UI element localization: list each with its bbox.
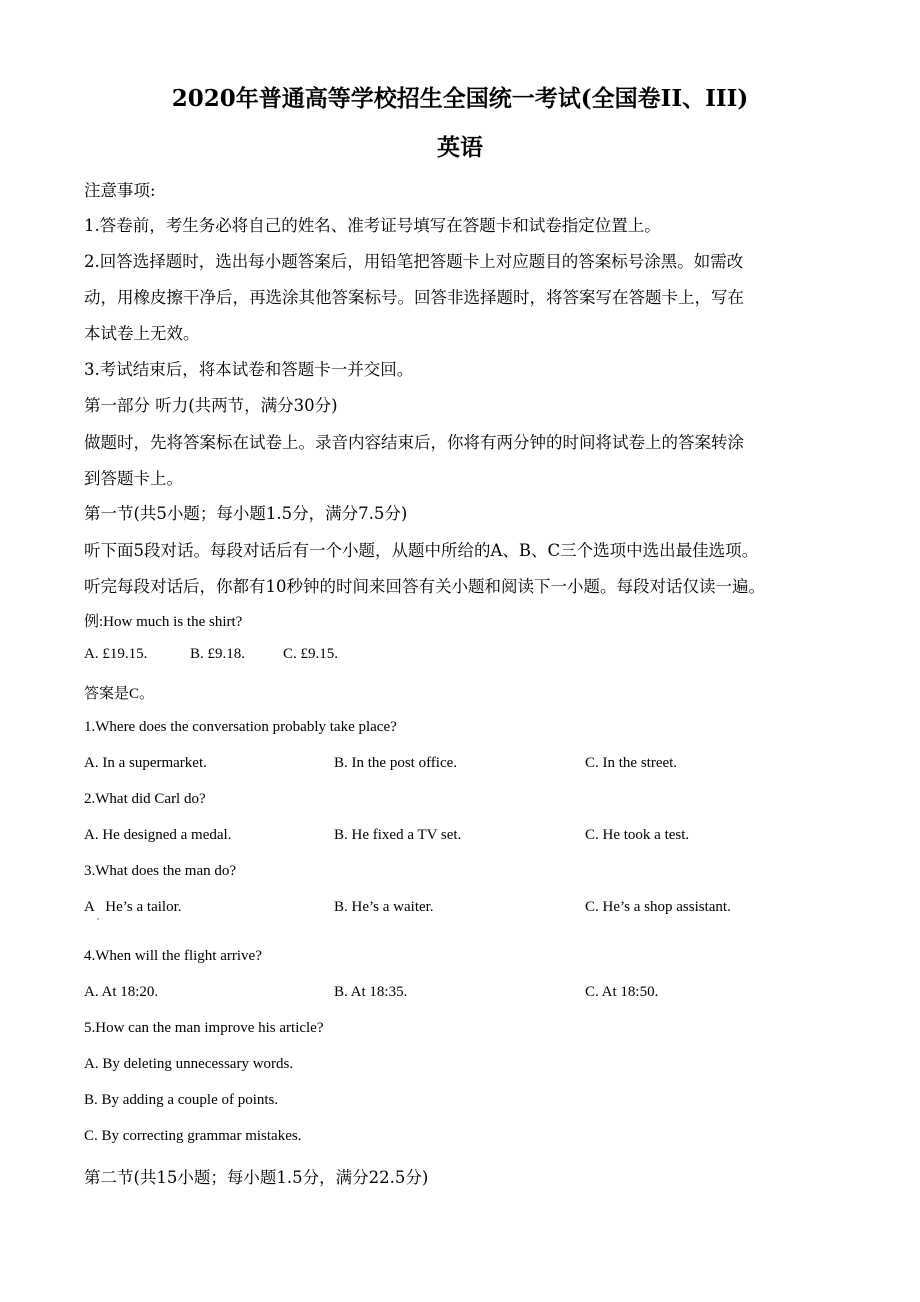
question-3-option-b: B. He’s a waiter. (334, 899, 434, 915)
example-option-a: A. £19.15. (84, 646, 148, 662)
section1-heading: 第一节(共5小题；每小题1.5分，满分7.5分) (84, 504, 408, 523)
section2-heading: 第二节(共15小题；每小题1.5分，满分22.5分) (84, 1168, 429, 1187)
question-1-option-a: A. In a supermarket. (84, 755, 207, 771)
question-4-option-a: A. At 18:20. (84, 984, 159, 1000)
notice-item-2-line-1: 2.回答选择题时，选出每小题答案后，用铅笔把答题卡上对应题目的答案标号涂黑。如需改 (84, 252, 744, 271)
question-5-option-b: B. By adding a couple of points. (84, 1092, 279, 1108)
question-1-option-b: B. In the post office. (334, 755, 458, 771)
question-5-option-a: A. By deleting unnecessary words. (84, 1056, 294, 1072)
question-2-option-c: C. He took a test. (585, 827, 690, 843)
example-option-b: B. £9.18. (190, 646, 246, 662)
question-3-option-a: A He’s a tailor. (84, 899, 182, 915)
question-4-option-c: C. At 18:50. (585, 984, 659, 1000)
notice-item-1: 1.答卷前，考生务必将自己的姓名、准考证号填写在答题卡和试卷指定位置上。 (84, 216, 661, 235)
subject-title: 英语 (437, 134, 483, 161)
question-2-option-b: B. He fixed a TV set. (334, 827, 462, 843)
stray-dot-mark: ˙ (96, 915, 100, 929)
part1-instruction-line-2: 到答题卡上。 (84, 469, 183, 488)
question-3-option-c: C. He’s a shop assistant. (585, 899, 731, 915)
question-4-option-b: B. At 18:35. (334, 984, 408, 1000)
question-3: 3.What does the man do? (84, 863, 237, 879)
section1-instruction-line-1: 听下面5段对话。每段对话后有一个小题，从题中所给的A、B、C三个选项中选出最佳选项。 (84, 541, 759, 560)
question-1: 1.Where does the conversation probably take place? (84, 719, 397, 735)
part1-heading: 第一部分 听力(共两节，满分30分) (84, 396, 338, 415)
section1-instruction-line-2: 听完每段对话后，你都有10秒钟的时间来回答有关小题和阅读下一小题。每段对话仅读一遍。 (84, 577, 765, 596)
question-5-option-c: C. By correcting grammar mistakes. (84, 1128, 302, 1144)
question-5: 5.How can the man improve his article? (84, 1020, 324, 1036)
example-answer: 答案是C。 (84, 686, 155, 702)
example-question: 例:How much is the shirt? (84, 614, 243, 630)
exam-title: 2020年普通高等学校招生全国统一考试(全国卷II、III) (171, 85, 749, 112)
notice-heading: 注意事项: (84, 181, 156, 200)
part1-instruction-line-1: 做题时，先将答案标在试卷上。录音内容结束后，你将有两分钟的时间将试卷上的答案转涂 (84, 433, 744, 452)
notice-item-3: 3.考试结束后，将本试卷和答题卡一并交回。 (84, 360, 414, 379)
question-2-option-a: A. He designed a medal. (84, 827, 232, 843)
example-option-c: C. £9.15. (283, 646, 339, 662)
question-1-option-c: C. In the street. (585, 755, 678, 771)
question-2: 2.What did Carl do? (84, 791, 206, 807)
notice-item-2-line-3: 本试卷上无效。 (84, 324, 200, 343)
notice-item-2-line-2: 动，用橡皮擦干净后，再选涂其他答案标号。回答非选择题时，将答案写在答题卡上，写在 (84, 288, 744, 307)
question-4: 4.When will the flight arrive? (84, 948, 262, 964)
